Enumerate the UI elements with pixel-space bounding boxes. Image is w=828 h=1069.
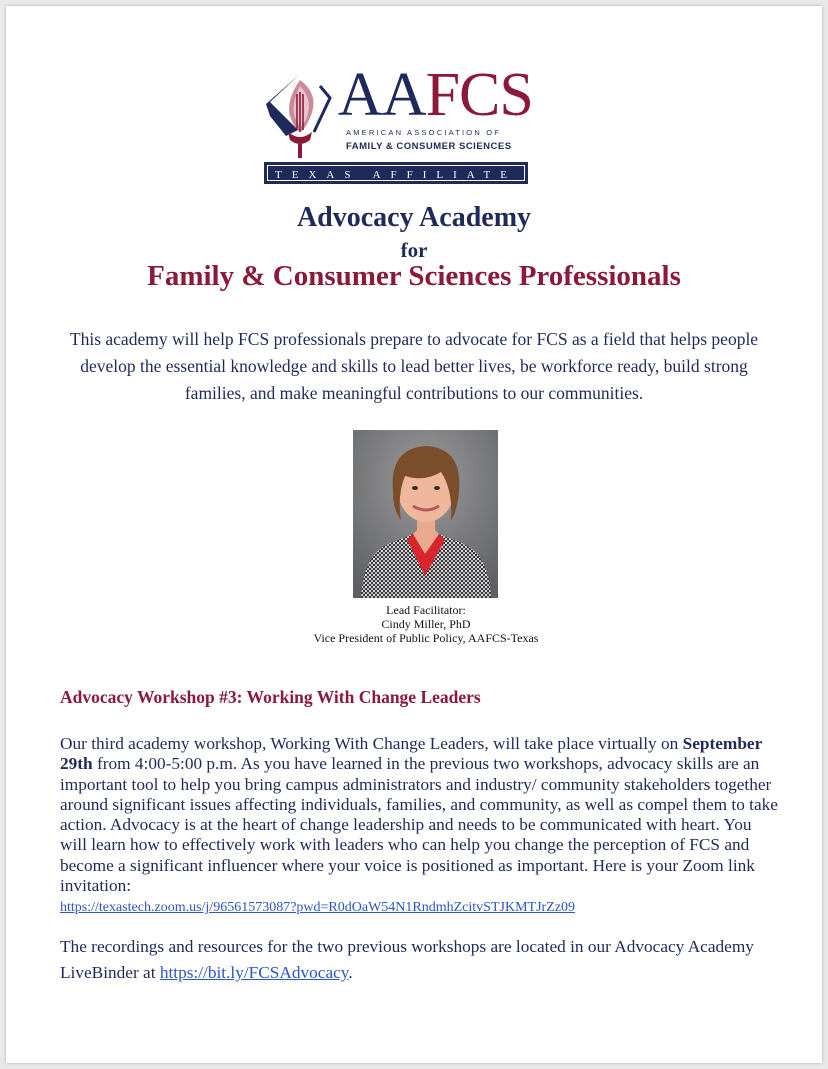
resources-end: . [348, 963, 353, 982]
facilitator-position: Vice President of Public Policy, AAFCS-Texas [313, 631, 539, 645]
workshop-text-body: from 4:00-5:00 p.m. As you have learned in the previous two workshops, advocacy skills are an important tool to help you bring campus administrators and industry/ community stakeholders together around significant issues affecting individuals, families, and community, as well as compel them to take action. Advocacy is at the heart of change leadership and needs to be communicated with heart. You will learn how to effectively work with leaders who can help you change the perception of FCS and become a significant influencer where your voice is positioned as important. Here is your Zoom link invitation: [60, 754, 778, 896]
facilitator-name: Cindy Miller, PhD [381, 617, 471, 631]
logo-fcs: FCS [425, 61, 533, 129]
logo-affiliate-band: TEXAS AFFILIATE [264, 162, 528, 184]
livebinder-link[interactable]: https://bit.ly/FCSAdvocacy [159, 963, 349, 982]
facilitator-caption [226, 603, 626, 645]
document-page [6, 6, 822, 1063]
logo-subtitle-line1: AMERICAN ASSOCIATION OF [346, 128, 502, 137]
workshop-date: September 29th [60, 734, 762, 774]
zoom-link[interactable]: https://texastech.zoom.us/j/96561573087?pwd=R0dOaW54N1RndmhZcitvSTJKMTJrZz09 [60, 900, 575, 916]
title-connector: for [400, 238, 428, 262]
resources-text: The recordings and resources for the two previous workshops are located in our Advocacy Academy LiveBinder at [60, 937, 754, 982]
resources-paragraph [60, 934, 780, 986]
aafcs-texas-logo [264, 61, 534, 188]
logo-aa: AA [338, 61, 426, 129]
intro-paragraph: This academy will help FCS professionals prepare to advocate for FCS as a field that helps people develop the essential knowledge and skills to lead better lives, be workforce ready, build strong families, and make meaningful contributions to our communities. [69, 329, 759, 403]
workshop-heading: Advocacy Workshop #3: Working With Change Leaders [60, 687, 481, 707]
workshop-paragraph [60, 734, 780, 919]
workshop-text-intro: Our third academy workshop, Working With Change Leaders, will take place virtually on [60, 734, 679, 753]
facilitator-photo [353, 430, 498, 598]
logo-subtitle-line2: FAMILY & CONSUMER SCIENCES [346, 141, 512, 152]
page-subtitle: Family & Consumer Sciences Professionals [147, 260, 681, 292]
flame-emblem-icon [264, 70, 334, 160]
logo-wordmark [338, 61, 533, 129]
facilitator-role: Lead Facilitator: [386, 603, 466, 617]
page-title: Advocacy Academy [296, 202, 532, 233]
